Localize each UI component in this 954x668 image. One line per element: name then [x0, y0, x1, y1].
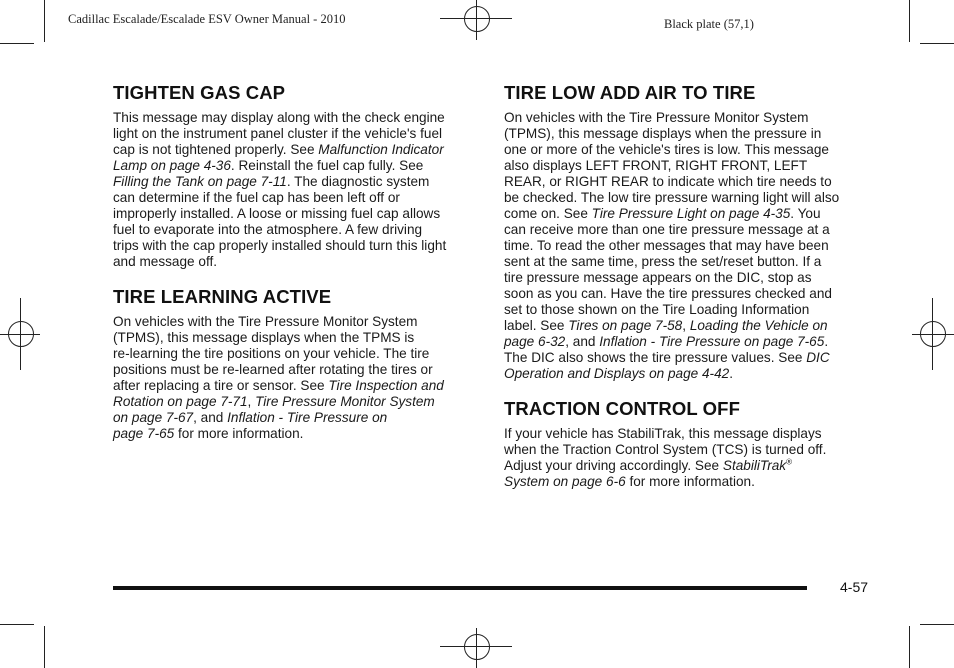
section-tire-low-add-air — [504, 82, 868, 382]
text-line: (TPMS), this message displays when the TPMS is — [113, 330, 415, 345]
manual-title: Cadillac Escalade/Escalade ESV Owner Manual - 2010 — [68, 12, 346, 26]
text-line: (TPMS), this message displays when the pressure in — [504, 126, 822, 141]
text-run: . — [729, 366, 733, 381]
cross-reference: Lamp on page 4-36 — [113, 158, 231, 173]
cross-reference: page 6-32 — [504, 334, 566, 349]
text-line: positions must be re-learned after rotating the tires or — [113, 362, 433, 377]
left-column — [113, 82, 475, 458]
section-heading: TIRE LOW ADD AIR TO TIRE — [504, 82, 756, 103]
cross-reference: Tire Pressure Monitor System — [255, 394, 435, 409]
text-line: be checked. The low tire pressure warning light will also — [504, 190, 840, 205]
text-line: If your vehicle has StabiliTrak, this message displays — [504, 426, 822, 441]
text-line: REAR, or RIGHT REAR to indicate which tire needs to — [504, 174, 832, 189]
text-line — [504, 318, 868, 334]
text-line: when the Traction Control System (TCS) is turned off. — [504, 442, 827, 457]
text-line — [113, 394, 475, 410]
text-run: label. See — [504, 318, 569, 333]
text-run: , and — [565, 334, 600, 349]
text-line: also displays LEFT FRONT, RIGHT FRONT, LEFT — [504, 158, 808, 173]
text-line — [504, 350, 868, 366]
cross-reference: Tires on page 7-58 — [568, 318, 683, 333]
text-line — [504, 366, 868, 382]
registered-mark: ® — [786, 457, 792, 467]
text-line: can determine if the fuel cap has been left off or — [113, 190, 400, 205]
plate-label: Black plate (57,1) — [664, 17, 754, 31]
text-line — [113, 142, 475, 158]
text-run: The DIC also shows the tire pressure values. See — [504, 350, 807, 365]
text-line — [113, 174, 475, 190]
text-line: one or more of the vehicle's tires is low. This message — [504, 142, 829, 157]
text-line: can receive more than one tire pressure message at a — [504, 222, 830, 237]
text-line — [113, 378, 475, 394]
text-run: for more information. — [625, 474, 755, 489]
page-number: 4-57 — [840, 579, 869, 595]
section-tire-learning-active — [113, 286, 475, 442]
text-line: improperly installed. A loose or missing fuel cap allows — [113, 206, 441, 221]
cross-reference: page 7-65 — [113, 426, 175, 441]
section-heading: TIRE LEARNING ACTIVE — [113, 286, 332, 307]
cross-reference: Filling the Tank on page 7-11 — [113, 174, 287, 189]
cross-reference: Rotation on page 7-71 — [113, 394, 248, 409]
text-run: . The diagnostic system — [286, 174, 430, 189]
text-line — [504, 474, 868, 490]
text-run: cap is not tightened properly. See — [113, 142, 319, 157]
section-heading: TIGHTEN GAS CAP — [113, 82, 286, 103]
text-line — [504, 334, 868, 350]
text-line: tire pressure message appears on the DIC, stop as — [504, 270, 812, 285]
text-run: Adjust your driving accordingly. See — [504, 458, 723, 473]
text-line: This message may display along with the check engine — [113, 110, 445, 125]
footer-rule — [113, 586, 807, 590]
cross-reference: Inflation - Tire Pressure on — [227, 410, 388, 425]
text-run: . Reinstall the fuel cap fully. See — [230, 158, 424, 173]
section-traction-control-off — [504, 398, 868, 490]
text-line: trips with the cap properly installed should turn this light — [113, 238, 447, 253]
section-heading: TRACTION CONTROL OFF — [504, 398, 740, 419]
text-line — [113, 410, 475, 426]
section-tighten-gas-cap — [113, 82, 475, 270]
text-run: . You — [790, 206, 821, 221]
text-line: and message off. — [113, 254, 218, 269]
cross-reference: on page 7-67 — [113, 410, 194, 425]
text-run: , and — [193, 410, 228, 425]
text-line: On vehicles with the Tire Pressure Monitor System — [504, 110, 809, 125]
text-run: , — [247, 394, 256, 409]
cross-reference: System on page 6-6 — [504, 474, 626, 489]
text-line — [504, 458, 868, 474]
cross-reference: StabiliTrak — [722, 458, 787, 473]
cross-reference: Tire Inspection and — [328, 378, 444, 393]
text-line: soon as you can. Have the tire pressures checked and — [504, 286, 832, 301]
text-run: after replacing a tire or sensor. See — [113, 378, 329, 393]
cross-reference: Loading the Vehicle on — [689, 318, 828, 333]
text-line: light on the instrument panel cluster if the vehicle's fuel — [113, 126, 443, 141]
cross-reference: Malfunction Indicator — [318, 142, 444, 157]
right-column — [504, 82, 868, 506]
text-line — [504, 206, 868, 222]
text-line: set to those shown on the Tire Loading Information — [504, 302, 810, 317]
text-line: fuel to evaporate into the atmosphere. A few driving — [113, 222, 423, 237]
text-run: , — [682, 318, 690, 333]
text-line — [113, 426, 475, 442]
cross-reference: Tire Pressure Light on page 4-35 — [591, 206, 791, 221]
text-line: re-learning the tire positions on your vehicle. The tire — [113, 346, 430, 361]
cross-reference: Operation and Displays on page 4-42 — [504, 366, 730, 381]
cross-reference: Inflation - Tire Pressure on page 7-65 — [599, 334, 825, 349]
text-line: time. To read the other messages that may have been — [504, 238, 829, 253]
text-line: sent at the same time, press the set/reset button. If a — [504, 254, 822, 269]
text-run: come on. See — [504, 206, 592, 221]
text-run: for more information. — [174, 426, 304, 441]
text-line: On vehicles with the Tire Pressure Monitor System — [113, 314, 418, 329]
cross-reference: DIC — [806, 350, 830, 365]
text-run: . — [824, 334, 829, 349]
text-line — [113, 158, 475, 174]
